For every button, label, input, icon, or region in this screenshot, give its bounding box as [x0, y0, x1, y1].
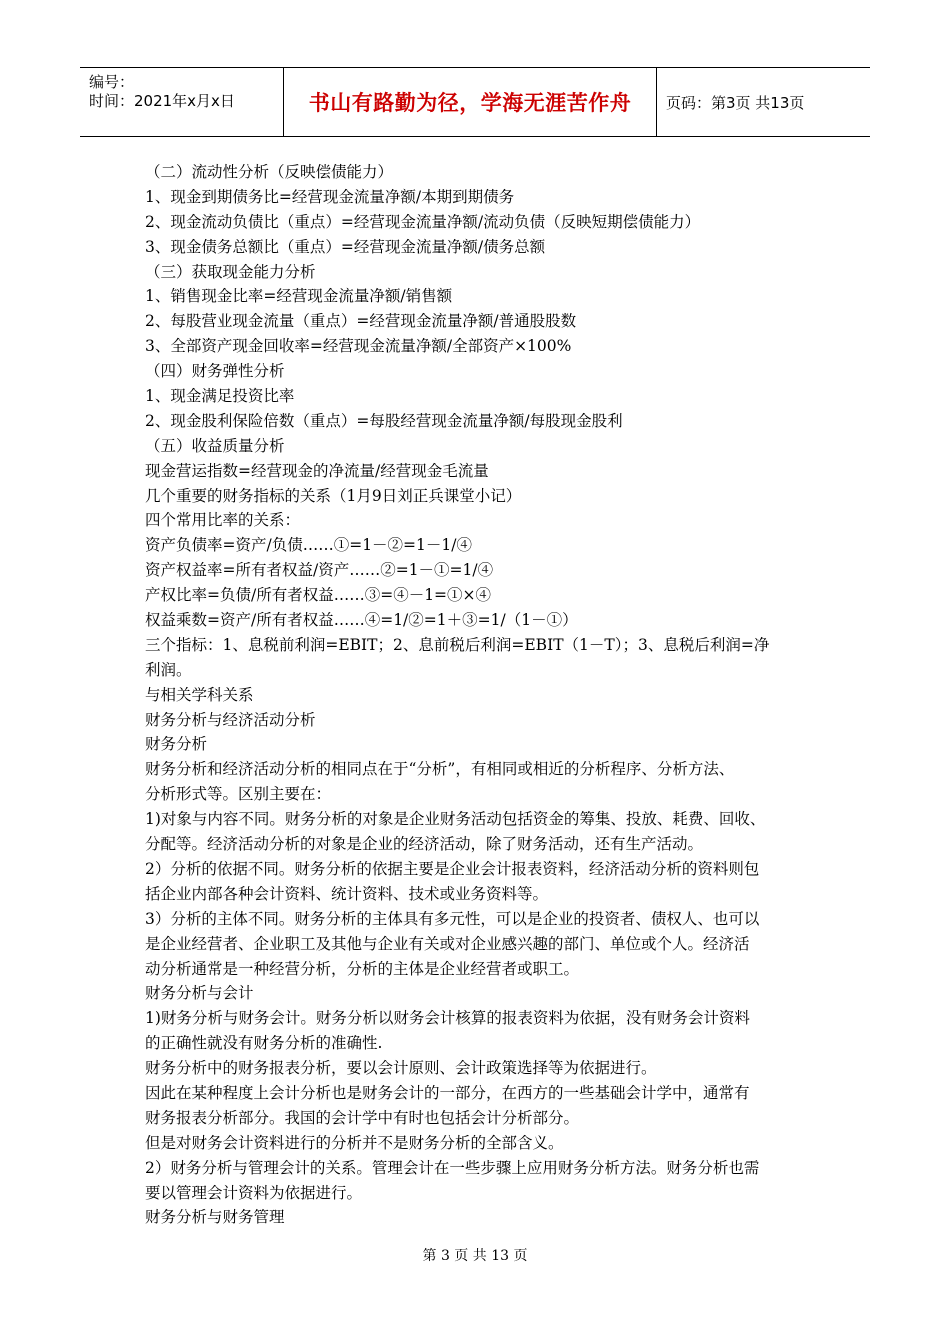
text-line: 2）分析的依据不同。财务分析的依据主要是企业会计报表资料，经济活动分析的资料则包	[145, 859, 760, 878]
page-header	[80, 67, 870, 137]
serial-label: 编号：	[89, 73, 135, 91]
text-line: 四个常用比率的关系：	[145, 511, 301, 530]
text-line: 1、销售现金比率=经营现金流量净额/销售额	[145, 287, 453, 306]
text-line: 括企业内部各种会计资料、统计资料、技术或业务资料等。	[145, 884, 549, 903]
text-line: 与相关学科关系	[145, 685, 254, 704]
text-line: 分配等。经济活动分析的对象是企业的经济活动，除了财务活动，还有生产活动。	[145, 835, 704, 854]
text-line: 是企业经营者、企业职工及其他与企业有关或对企业感兴趣的部门、单位或个人。经济活	[145, 934, 750, 953]
header-divider	[656, 68, 657, 136]
text-line: 财务报表分析部分。我国的会计学中有时也包括会计分析部分。	[145, 1108, 580, 1127]
document-body	[145, 160, 825, 1230]
text-line: 财务分析与财务管理	[145, 1208, 285, 1227]
text-line: 1)对象与内容不同。财务分析的对象是企业财务活动包括资金的筹集、投放、耗费、回收、	[145, 810, 766, 829]
text-line: 财务分析和经济活动分析的相同点在于“分析”，有相同或相近的分析程序、分析方法、	[145, 760, 735, 779]
text-line: 资产负债率=资产/负债……①=1－②=1－1/④	[145, 536, 472, 555]
motto: 书山有路勤为径，学海无涯苦作舟	[308, 91, 632, 115]
text-line: 资产权益率=所有者权益/资产……②=1－①=1/④	[145, 561, 494, 580]
text-line: 3）分析的主体不同。财务分析的主体具有多元性，可以是企业的投资者、债权人、也可以	[145, 909, 760, 928]
text-line: 2）财务分析与管理会计的关系。管理会计在一些步骤上应用财务分析方法。财务分析也需	[145, 1158, 760, 1177]
text-line: 产权比率=负债/所有者权益……③=④－1=①×④	[145, 586, 492, 605]
text-line: 但是对财务会计资料进行的分析并不是财务分析的全部含义。	[145, 1133, 564, 1152]
text-line: 分析形式等。区别主要在：	[145, 785, 332, 804]
text-line: 财务分析与会计	[145, 984, 254, 1003]
header-meta	[89, 73, 279, 111]
text-line: 三个指标：1、息税前利润=EBIT；2、息前税后利润=EBIT（1－T）；3、息税后利润=净	[145, 635, 770, 654]
text-line: （三）获取现金能力分析	[145, 262, 316, 281]
text-line: 利润。	[145, 660, 192, 679]
date-label: 时间：2021年x月x日	[89, 92, 235, 110]
text-line: 2、每股营业现金流量（重点）=经营现金流量净额/普通股股数	[145, 312, 577, 331]
text-line: 的正确性就没有财务分析的准确性.	[145, 1034, 383, 1053]
text-line: 2、现金股利保险倍数（重点）=每股经营现金流量净额/每股现金股利	[145, 411, 623, 430]
text-line: 财务分析与经济活动分析	[145, 710, 316, 729]
text-line: 财务分析	[145, 735, 208, 754]
text-line: 因此在某种程度上会计分析也是财务会计的一部分，在西方的一些基础会计学中，通常有	[145, 1083, 750, 1102]
text-line: （四）财务弹性分析	[145, 362, 285, 381]
text-line: 权益乘数=资产/所有者权益……④=1/②=1＋③=1/（1－①）	[145, 611, 578, 630]
page-code: 页码：第3页 共13页	[666, 93, 805, 112]
text-line: （五）收益质量分析	[145, 436, 285, 455]
text-line: 3、全部资产现金回收率=经营现金流量净额/全部资产×100%	[145, 337, 572, 356]
text-line: （二）流动性分析（反映偿债能力）	[145, 163, 394, 181]
text-line: 2、现金流动负债比（重点）=经营现金流量净额/流动负债（反映短期偿债能力）	[145, 212, 701, 231]
text-line: 财务分析中的财务报表分析，要以会计原则、会计政策选择等为依据进行。	[145, 1059, 657, 1078]
text-line: 几个重要的财务指标的关系（1月9日刘正兵课堂小记）	[145, 486, 522, 505]
text-line: 现金营运指数=经营现金的净流量/经营现金毛流量	[145, 461, 489, 480]
text-line: 1)财务分析与财务会计。财务分析以财务会计核算的报表资料为依据，没有财务会计资料	[145, 1009, 750, 1028]
text-line: 1、现金到期债务比=经营现金流量净额/本期到期债务	[145, 187, 515, 206]
text-line: 要以管理会计资料为依据进行。	[145, 1183, 363, 1202]
text-line: 1、现金满足投资比率	[145, 387, 295, 406]
text-line: 3、现金债务总额比（重点）=经营现金流量净额/债务总额	[145, 237, 546, 256]
page-footer: 第 3 页 共 13 页	[422, 1248, 528, 1264]
text-line: 动分析通常是一种经营分析，分析的主体是企业经营者或职工。	[145, 959, 580, 978]
